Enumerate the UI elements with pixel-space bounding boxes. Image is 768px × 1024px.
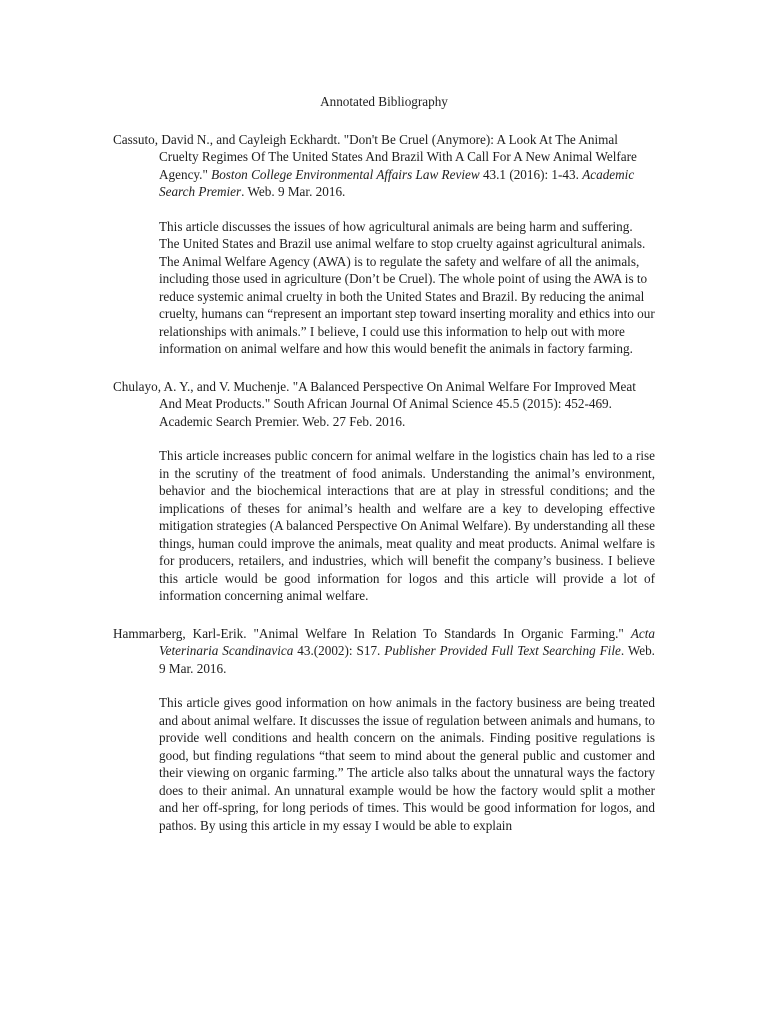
citation-1-database: Academic Search Premier xyxy=(159,166,635,199)
bibliography-entry-2 xyxy=(113,378,655,605)
page-title: Annotated Bibliography xyxy=(320,94,448,109)
citation-3-journal: Acta Veterinaria Scandinavica xyxy=(159,625,655,658)
citation-1 xyxy=(113,131,655,201)
citation-1-journal: Boston College Environmental Affairs Law Review xyxy=(211,166,480,182)
bibliography-entry-3 xyxy=(113,625,655,835)
citation-3-volume: 43.(2002): S17. xyxy=(293,643,385,658)
annotation-2: This article increases public concern for animal welfare in the logistics chain has led to a rise in the scrutiny of the treatment of food animals. Understanding the animal’s environment, behavior and the biochemical interactions that are at play in stressful conditions; and the implications of theses for animal’s health and welfare are a key to developing effective mitigation strategies (A balanced Perspective On Animal Welfare). By understanding all these things, human could improve the animals, meat quality and meat products. Animal welfare is for producers, retailers, and industries, which will benefit the company’s business. I believe this article would be good information for logos and this article will provide a lot of information concerning animal welfare. xyxy=(159,448,655,603)
citation-1-authors-title: Cassuto, David N., and Cayleigh Eckhardt. "Don't Be Cruel (Anymore): A Look At The Animal Cruelty Regimes Of The United States And Brazil With A Call For A New Animal Welfare Agency." xyxy=(113,131,637,182)
citation-3-authors-title: Hammarberg, Karl-Erik. "Animal Welfare In Relation To Standards In Organic Farming." xyxy=(113,625,631,641)
citation-3-access: . Web. 9 Mar. 2016. xyxy=(159,643,655,676)
annotation-3: This article gives good information on how animals in the factory business are being treated and about animal welfare. It discusses the issue of regulation between animals and humans, to provide well conditions and health concern on the animals. Finding positive regulations is good, but finding regulations “that seem to mind about the general public and customer and their viewing on organic farming.” The article also talks about the unnatural ways the factory does to their animal. An unnatural example would be how the factory would split a mother and her off-spring, for long periods of times. This would be good information for logos, and pathos. By using this article in my essay I would be able to explain xyxy=(159,695,655,833)
citation-3-database: Publisher Provided Full Text Searching File xyxy=(384,643,621,658)
citation-1-access: . Web. 9 Mar. 2016. xyxy=(241,184,346,199)
citation-2: Chulayo, A. Y., and V. Muchenje. "A Balanced Perspective On Animal Welfare For Improved Meat And Meat Products." South African Journal Of Animal Science 45.5 (2015): 452-469. Academic Search Premier. Web. 27 Feb. 2016. xyxy=(113,378,636,429)
citation-3 xyxy=(113,625,655,678)
bibliography-entry-1 xyxy=(113,131,655,358)
citation-1-volume: 43.1 (2016): 1-43. xyxy=(479,166,583,182)
annotation-1: This article discusses the issues of how agricultural animals are being harm and suffering. The United States and Brazil use animal welfare to stop cruelty against agricultural animals. The Animal Welfare Agency (AWA) is to regulate the safety and welfare of all the animals, including those used in agriculture (Don’t be Cruel). The whole point of using the AWA is to reduce systemic animal cruelty in both the United States and Brazil. By reducing the animal cruelty, humans can “represent an important step toward inserting morality and ethics into our relationships with animals.” I believe, I could use this information to help out with more information on animal welfare and how this would benefit the animals in factory farming. xyxy=(159,218,655,356)
